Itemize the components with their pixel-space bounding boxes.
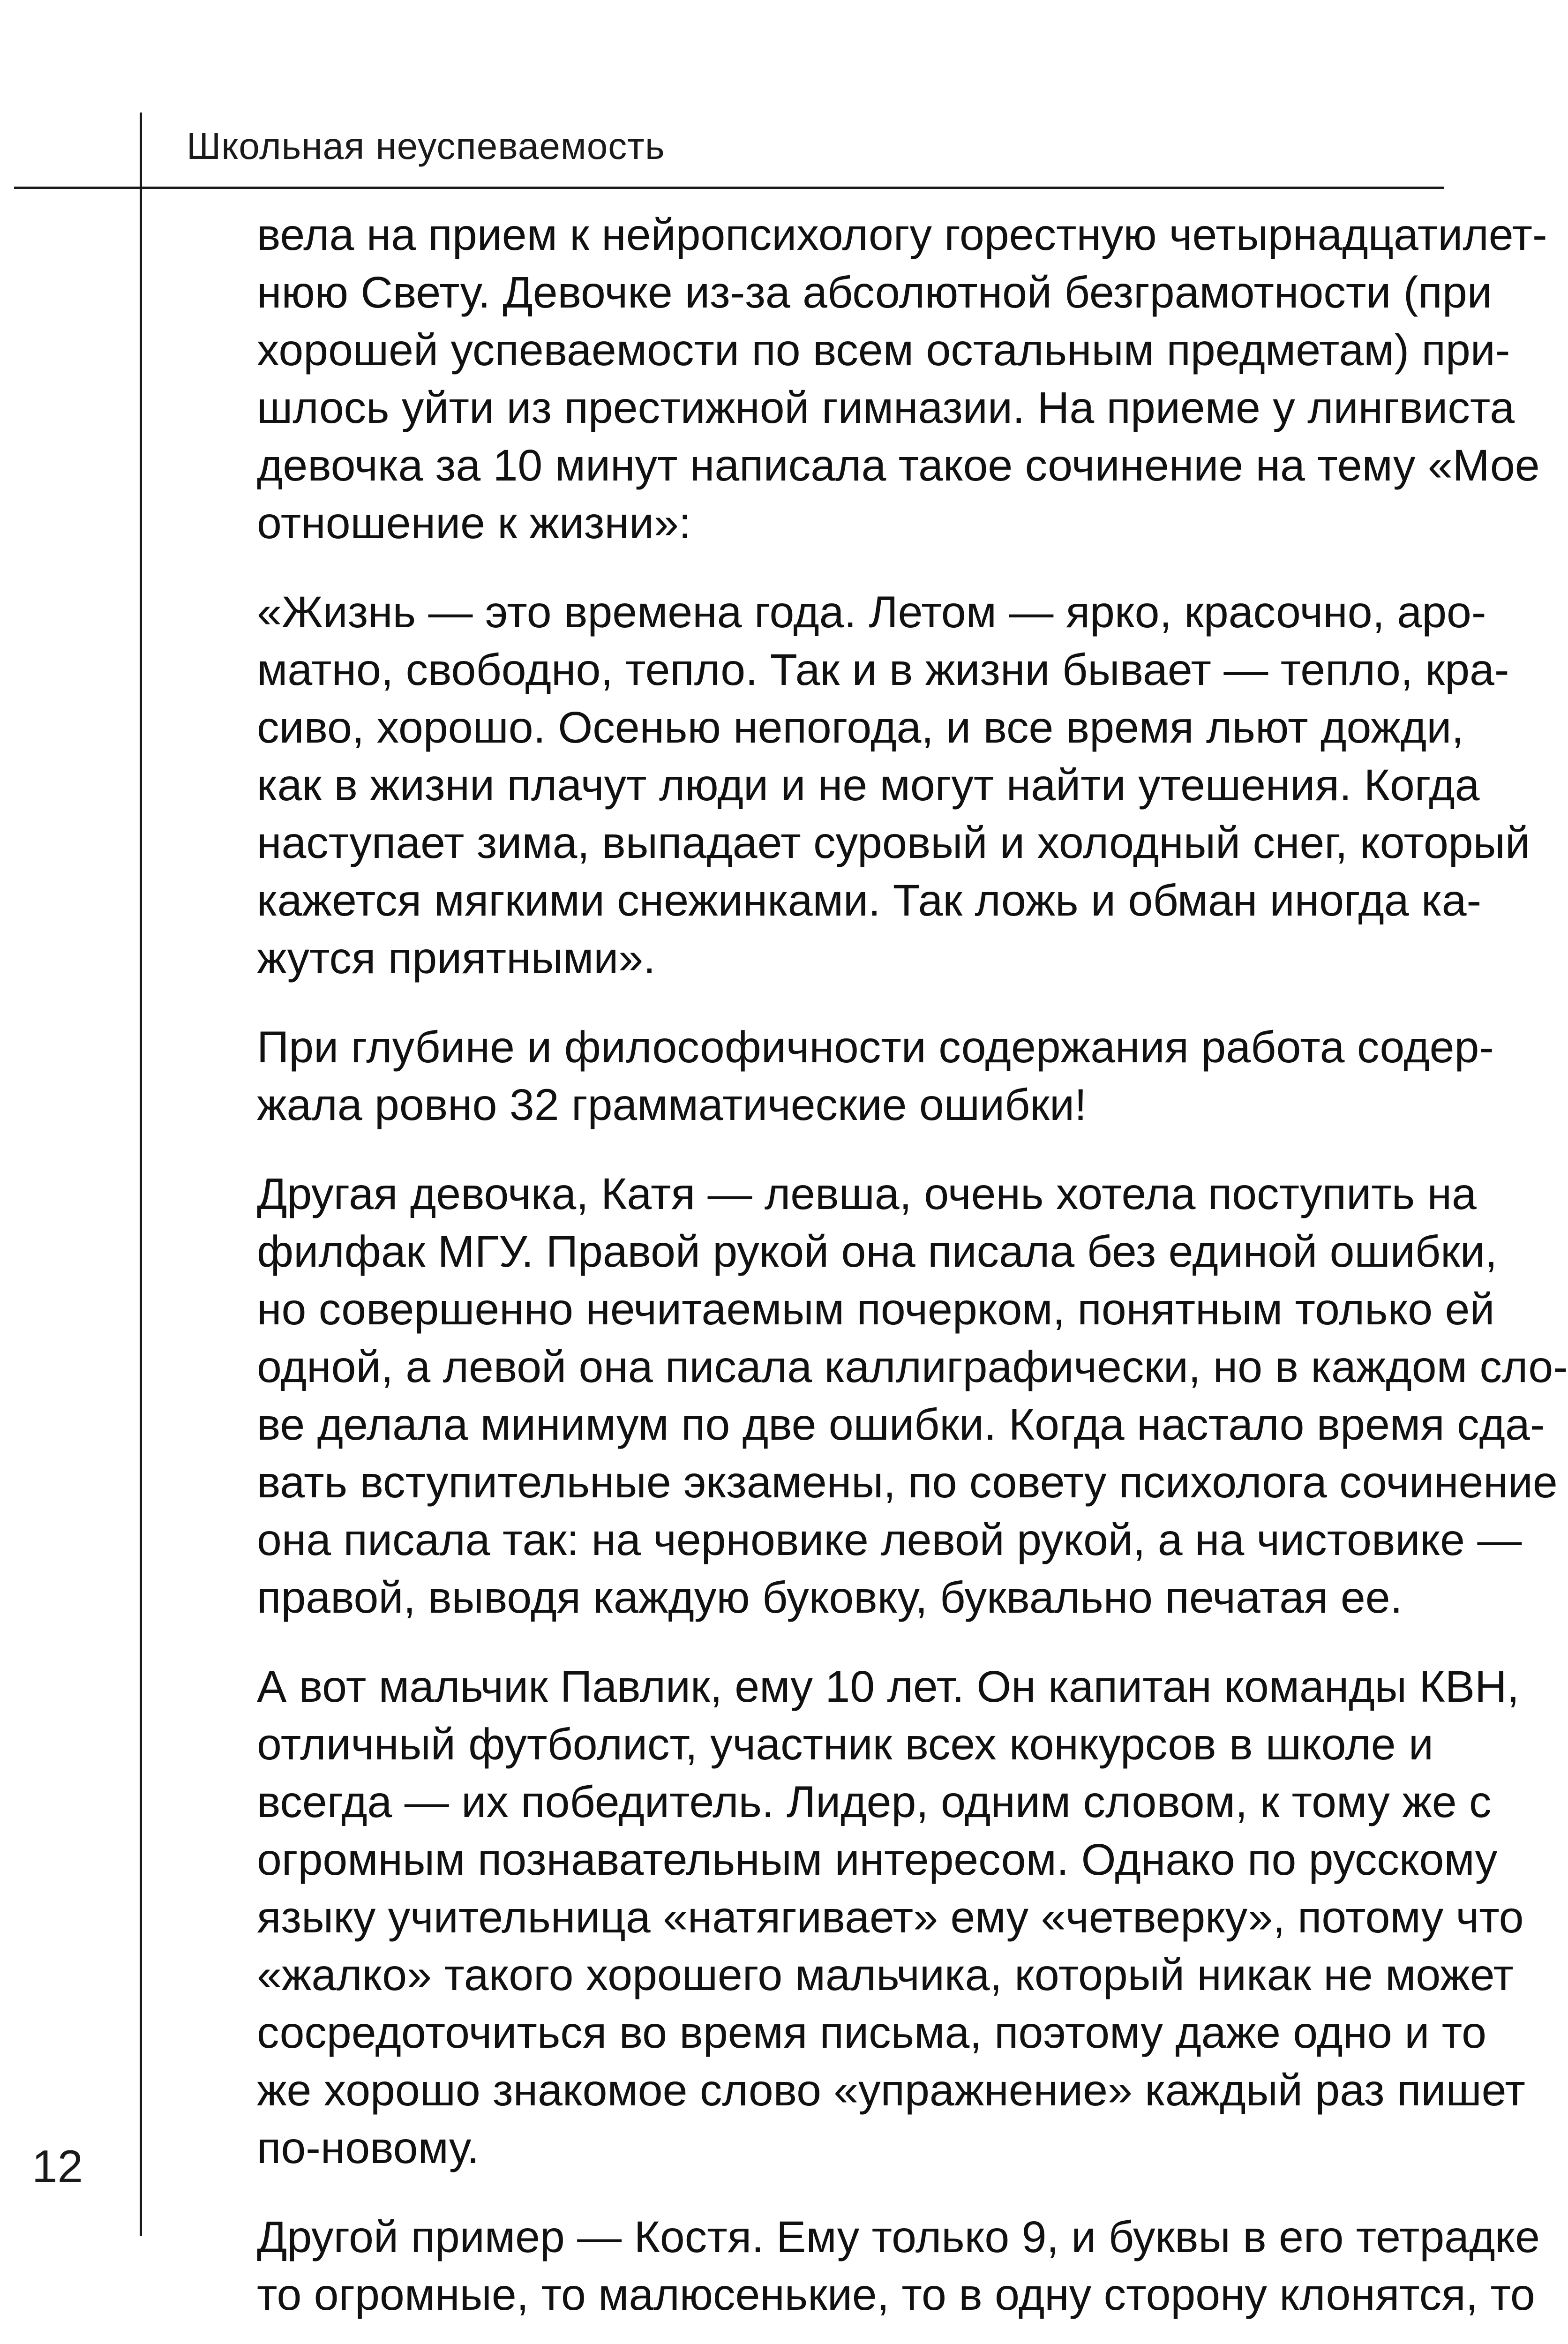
paragraph <box>257 1165 1568 1627</box>
text-line: «Жизнь — это времена года. Летом — ярко, красочно, аро- <box>257 587 1486 637</box>
text-line: хорошей успеваемости по всем остальным предметам) при- <box>257 325 1510 375</box>
text-line: языку учительница «натягивает» ему «четверку», потому что <box>257 1893 1524 1942</box>
text-line: А вот мальчик Павлик, ему 10 лет. Он капитан команды КВН, <box>257 1662 1520 1712</box>
text-line: При глубине и философичности содержания работа содер- <box>257 1022 1494 1072</box>
text-line: сосредоточиться во время письма, поэтому даже одно и то <box>257 2008 1486 2058</box>
text-line: по-новому. <box>257 2123 480 2173</box>
text-line: но совершенно нечитаемым почерком, понятным только ей <box>257 1285 1495 1334</box>
text-line: шлось уйти из престижной гимназии. На приеме у лингвиста <box>257 383 1515 433</box>
text-line: жутся приятными». <box>257 933 656 983</box>
paragraph <box>257 1658 1525 2177</box>
paragraph <box>257 584 1530 987</box>
text-line: вела на прием к нейропсихологу горестную четырнадцатилет- <box>257 210 1547 260</box>
text-line: правой, выводя каждую буковку, буквально печатая ее. <box>257 1573 1403 1623</box>
text-line: девочка за 10 минут написала такое сочинение на тему «Мое <box>257 441 1540 490</box>
text-line: Другой пример — Костя. Ему только 9, и буквы в его тетрадке <box>257 2212 1540 2262</box>
text-line: филфак МГУ. Правой рукой она писала без единой ошибки, <box>257 1227 1498 1277</box>
text-line: то огромные, то малюсенькие, то в одну сторону клонятся, то <box>257 2270 1535 2320</box>
text-line: вать вступительные экзамены, по совету психолога сочинение <box>257 1457 1558 1507</box>
text-line: «жалко» такого хорошего мальчика, который никак не может <box>257 1950 1514 2000</box>
text-line: нюю Свету. Девочке из-за абсолютной безграмотности (при <box>257 268 1492 317</box>
paragraph <box>257 2209 1540 2324</box>
text-line: она писала так: на черновике левой рукой, а на чистовике — <box>257 1515 1522 1565</box>
text-line: всегда — их победитель. Лидер, одним словом, к тому же с <box>257 1777 1492 1827</box>
text-line: отношение к жизни»: <box>257 498 691 548</box>
text-line: одной, а левой она писала каллиграфически, но в каждом сло- <box>257 1342 1568 1392</box>
text-line: кажется мягкими снежинками. Так ложь и обман иногда ка- <box>257 876 1482 925</box>
body-text <box>257 206 1568 2320</box>
text-line: как в жизни плачут люди и не могут найти утешения. Когда <box>257 760 1480 810</box>
gutter-rule <box>140 113 142 2236</box>
paragraph <box>257 206 1547 552</box>
text-line: отличный футболист, участник всех конкурсов в школе и <box>257 1720 1433 1769</box>
text-line: сиво, хорошо. Осенью непогода, и все время льют дожди, <box>257 703 1464 752</box>
text-line: Другая девочка, Катя — левша, очень хотела поступить на <box>257 1169 1477 1219</box>
text-line: ве делала минимум по две ошибки. Когда настало время сда- <box>257 1400 1545 1450</box>
text-line: огромным познавательным интересом. Однако по русскому <box>257 1835 1498 1885</box>
page-number: 12 <box>32 2141 83 2192</box>
text-line: матно, свободно, тепло. Так и в жизни бывает — тепло, кра- <box>257 645 1509 695</box>
paragraph <box>257 1019 1494 1134</box>
running-head: Школьная неуспеваемость <box>187 125 665 167</box>
text-line: жала ровно 32 грамматические ошибки! <box>257 1080 1087 1130</box>
text-line: же хорошо знакомое слово «упражнение» каждый раз пишет <box>257 2066 1525 2115</box>
header-rule <box>14 187 1444 189</box>
text-line: наступает зима, выпадает суровый и холодный снег, который <box>257 818 1530 868</box>
